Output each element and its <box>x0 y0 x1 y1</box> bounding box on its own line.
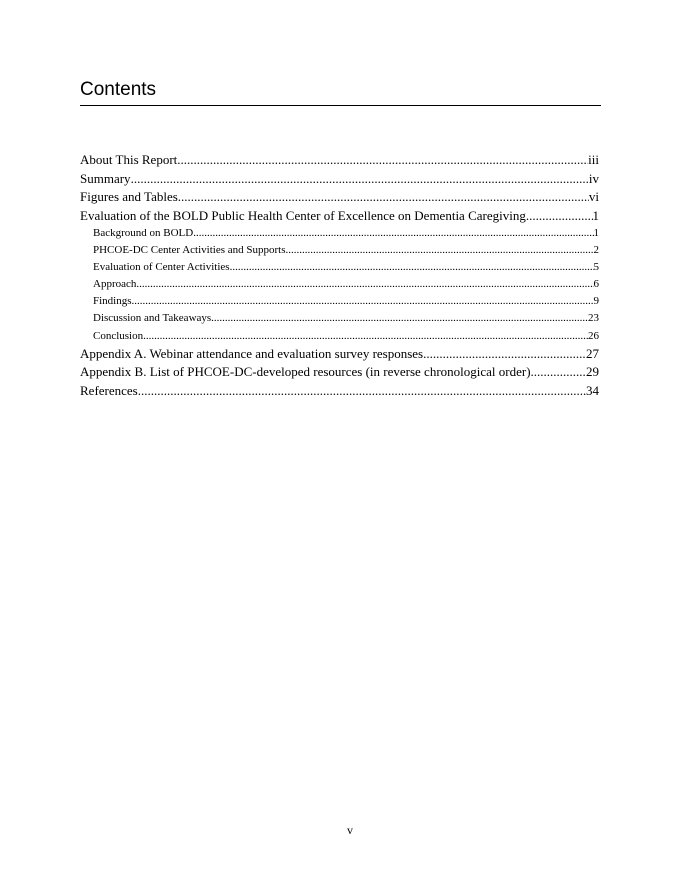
toc-entry-center-activities[interactable] <box>80 242 599 259</box>
toc-dot-leader <box>177 151 588 170</box>
toc-entry-appendix-b[interactable] <box>80 363 599 382</box>
toc-dot-leader <box>178 188 589 207</box>
footer-page-number: v <box>347 823 353 837</box>
toc-entry-label: Discussion and Takeaways <box>93 312 212 325</box>
toc-entry-page: 29 <box>586 364 599 380</box>
toc-dot-leader <box>138 382 586 401</box>
title-divider <box>80 105 601 106</box>
toc-dot-leader <box>531 363 586 382</box>
toc-entry-label: Appendix A. Webinar attendance and evaluation survey responses <box>80 345 424 361</box>
toc-entry-page: 9 <box>593 295 599 308</box>
toc-dot-leader <box>286 242 594 259</box>
toc-entry-page: iii <box>588 152 599 167</box>
toc-entry-evaluation-of-center-activities[interactable] <box>80 259 599 276</box>
toc-dot-leader <box>143 328 588 345</box>
toc-entry-page: 26 <box>588 329 599 342</box>
toc-entry-appendix-a[interactable] <box>80 345 599 364</box>
toc-entry-label: Findings <box>93 295 132 308</box>
toc-dot-leader <box>132 293 594 310</box>
toc-entry-label: Evaluation of Center Activities <box>93 261 230 274</box>
toc-entry-page: 27 <box>586 345 599 361</box>
toc-entry-references[interactable] <box>80 382 599 401</box>
toc-dot-leader <box>193 225 593 242</box>
toc-dot-leader <box>211 310 588 327</box>
toc-entry-label: Evaluation of the BOLD Public Health Center of Excellence on Dementia Caregiving <box>80 207 526 223</box>
toc-entry-label: Figures and Tables <box>80 189 178 204</box>
toc-dot-leader <box>526 207 593 226</box>
toc-entry-page: 5 <box>593 261 599 274</box>
toc-entry-figures-and-tables[interactable] <box>80 188 599 207</box>
toc-entry-label: Approach <box>93 278 137 291</box>
toc-entry-summary[interactable] <box>80 170 599 189</box>
toc-entry-approach[interactable] <box>80 276 599 293</box>
toc-entry-page: 6 <box>593 278 599 291</box>
page-title: Contents <box>80 79 157 100</box>
toc-entry-about-this-report[interactable] <box>80 151 599 170</box>
toc-entry-conclusion[interactable] <box>80 328 599 345</box>
toc-entry-evaluation-of-bold[interactable] <box>80 207 599 226</box>
toc-entry-page: 34 <box>586 382 599 398</box>
toc-entry-label: References <box>80 382 138 398</box>
toc-entry-label: PHCOE-DC Center Activities and Supports <box>93 244 286 257</box>
toc-dot-leader <box>423 345 586 364</box>
toc-entry-findings[interactable] <box>80 293 599 310</box>
toc-entry-page: vi <box>588 189 599 204</box>
toc-entry-label: Summary <box>80 170 131 186</box>
toc-dot-leader <box>131 170 589 189</box>
toc-entry-page: iv <box>588 170 599 186</box>
toc-entry-label: Conclusion <box>93 329 144 342</box>
table-of-contents <box>80 151 599 400</box>
toc-dot-leader <box>230 259 594 276</box>
toc-entry-discussion-and-takeaways[interactable] <box>80 310 599 327</box>
toc-entry-page: 2 <box>593 244 599 257</box>
toc-entry-background-on-bold[interactable] <box>80 225 599 242</box>
toc-entry-page: 1 <box>593 227 599 239</box>
toc-entry-label: About This Report <box>80 152 178 167</box>
toc-dot-leader <box>136 276 593 293</box>
toc-entry-page: 1 <box>592 207 599 223</box>
toc-entry-label: Background on BOLD <box>93 227 194 239</box>
toc-entry-label: Appendix B. List of PHCOE-DC-developed resources (in reverse chronological order) <box>80 364 531 380</box>
toc-entry-page: 23 <box>588 312 599 325</box>
